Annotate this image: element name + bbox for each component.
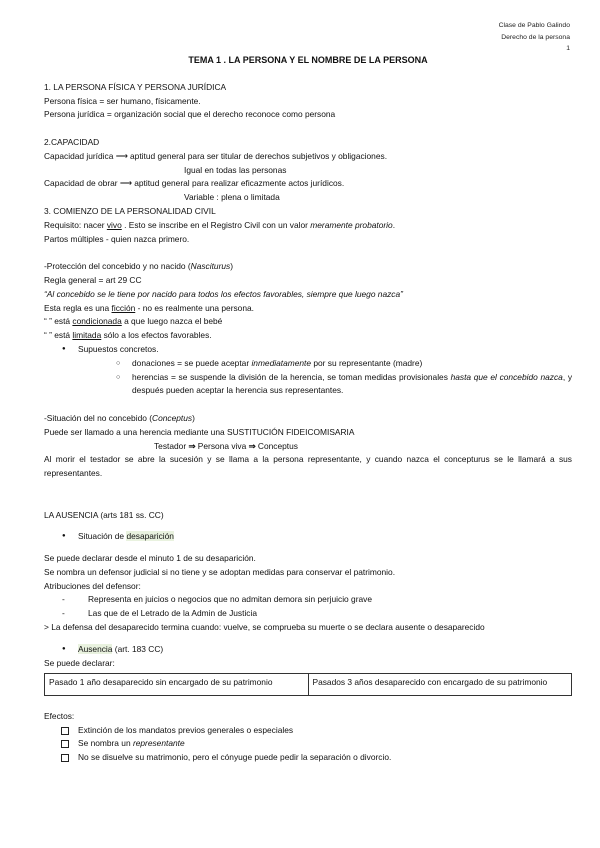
capacidad-juridica-note: Igual en todas las personas [184, 164, 287, 175]
table-cell: Pasado 1 año desaparecido sin encargado de su patrimonio [45, 674, 309, 696]
ausencia-list [44, 643, 572, 657]
list-item: - Representa en juicios o negocios que no admitan demora sin perjuicio grave [44, 593, 572, 607]
list-item: Se nombra un representante [44, 737, 572, 751]
section-heading-comienzo: 3. COMIENZO DE LA PERSONALIDAD CIVIL [44, 205, 216, 216]
ausencia-heading: LA AUSENCIA (arts 181 ss. CC) [44, 509, 164, 520]
page-header [499, 20, 570, 55]
desaparicion-line-2: Se nombra un defensor judicial si no tiene y se adoptan medidas para conservar el patrimonio. [44, 566, 396, 577]
vivo-underlined: vivo [106, 219, 122, 230]
list-item: ● Supuestos concretos. [44, 343, 572, 357]
se-puede-declarar-line: Se puede declarar: [44, 657, 115, 668]
page-title: TEMA 1 . LA PERSONA Y EL NOMBRE DE LA PERSONA [188, 55, 428, 65]
regla-general-line: Regla general = art 29 CC [44, 274, 142, 285]
efectos-list [44, 724, 572, 765]
atribuciones-line: Atribuciones del defensor: [44, 580, 141, 591]
conceptus-heading: -Situación del no concebido (Conceptus) [44, 412, 195, 423]
limitada-line: “ ” está limitada sólo a los efectos favorables. [44, 330, 212, 341]
table-row [45, 674, 572, 696]
list-item: - Las que de el Letrado de la Admin de Justicia [44, 607, 572, 621]
testador-chain: Testador ⇒ Persona viva ⇒ Conceptus [154, 440, 298, 451]
header-author: Clase de Pablo Galindo [498, 22, 570, 29]
atribuciones-list [44, 593, 572, 621]
persona-fisica-line: Persona física = ser humano, físicamente. [44, 95, 201, 106]
requisito-line: Requisito: nacer vivo . Esto se inscribe en el Registro Civil con un valor meramente probatorio. [44, 219, 396, 230]
table-cell: Pasados 3 años desaparecido con encargado de su patrimonio [308, 674, 572, 696]
list-item: ● Situación de desaparición [44, 530, 572, 544]
section-heading-persona: 1. LA PERSONA FÍSICA Y PERSONA JURÍDICA [44, 81, 227, 92]
condicionada-line: “ ” está condicionada a que luego nazca el bebé [44, 316, 223, 327]
double-arrow-icon: ⇒ [248, 440, 256, 451]
list-item: Extinción de los mandatos previos generales o especiales [44, 724, 572, 738]
art29-quote: “Al concebido se le tiene por nacido para todos los efectos favorables, siempre que luego nazca” [44, 288, 403, 299]
document-body [44, 52, 572, 765]
list-item: No se disuelve su matrimonio, pero el cónyuge puede pedir la separación o divorcio. [44, 751, 572, 765]
nasciturus-heading: -Protección del concebido y no nacido (Nasciturus) [44, 261, 234, 272]
section-heading-capacidad: 2.CAPACIDAD [44, 136, 100, 147]
list-item: ○ herencias = se suspende la división de la herencia, se toman medidas provisionales hasta que el concebido nazca, y después pueden aceptar la herencia sus representantes. [44, 371, 572, 399]
header-subject: Derecho de la persona [501, 33, 570, 41]
efectos-line: Efectos: [44, 710, 75, 721]
capacidad-obrar-line: Capacidad de obrar ⟶ aptitud general para realizar eficazmente actos jurídicos. [44, 178, 345, 189]
capacidad-obrar-note: Variable : plena o limitada [184, 192, 280, 203]
header-page-number: 1 [566, 45, 570, 52]
capacidad-juridica-line: Capacidad jurídica ⟶ aptitud general para ser titular de derechos subjetivos y obligaciones. [44, 150, 388, 161]
highlight-desaparicion: desaparición [126, 531, 174, 542]
highlight-ausencia: Ausencia [78, 643, 113, 654]
ausencia-table [44, 673, 572, 696]
list-item: ○ donaciones = se puede aceptar inmediatamente por su representante (madre) [44, 357, 572, 371]
ficcion-line: Esta regla es una ficción - no es realmente una persona. [44, 302, 254, 313]
list-item: ● Ausencia (art. 183 CC) [44, 643, 572, 657]
persona-juridica-line: Persona jurídica = organización social que el derecho reconoce como persona [44, 109, 336, 120]
sucesion-paragraph: Al morir el testador se abre la sucesión y se llama a la persona representante, y cuando nazca el concepturus se le llamará a sus representantes. [44, 454, 572, 479]
desaparicion-list [44, 530, 572, 544]
partos-line: Partos múltiples - quien nazca primero. [44, 233, 190, 244]
sustitucion-line: Puede ser llamado a una herencia mediante una SUSTITUCIÓN FIDEICOMISARIA [44, 426, 355, 437]
double-arrow-icon: ⇒ [188, 440, 196, 451]
desaparicion-line-1: Se puede declarar desde el minuto 1 de su desaparición. [44, 553, 256, 564]
defensa-termina-line: > La defensa del desaparecido termina cuando: vuelve, se comprueba su muerte o se declara ausente o desaparecido [44, 622, 485, 633]
supuestos-list [44, 343, 572, 398]
